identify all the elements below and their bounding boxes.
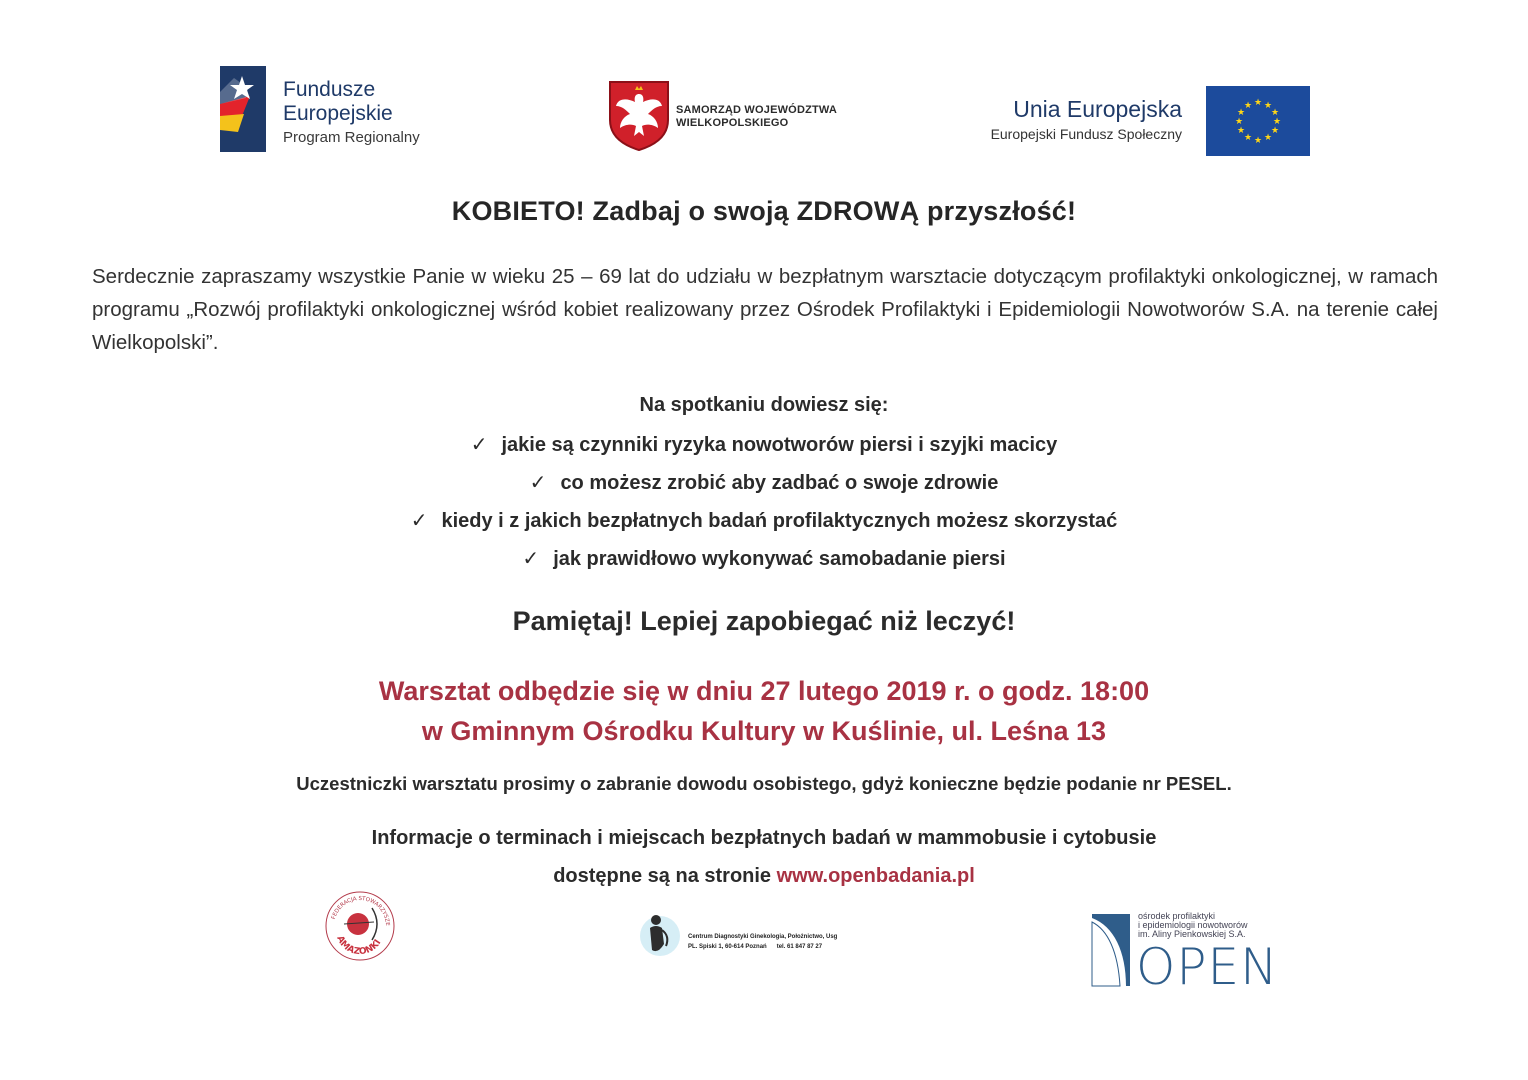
ue-line1: Unia Europejska bbox=[1013, 96, 1182, 122]
meeting-heading: Na spotkaniu dowiesz się: bbox=[639, 394, 889, 416]
unia-europejska-logo bbox=[960, 86, 1310, 158]
wlkp-line1: SAMORZĄD WOJEWÓDZTWA bbox=[676, 104, 838, 116]
remember-slogan: Pamiętaj! Lepiej zapobiegać niż leczyć! bbox=[512, 606, 1016, 636]
centrum-text bbox=[688, 932, 837, 952]
svg-text:★: ★ bbox=[1253, 98, 1263, 108]
open-line1: ośrodek profilaktyki bbox=[1138, 911, 1216, 921]
ue-line2: Europejski Fundusz Społeczny bbox=[990, 126, 1182, 142]
centrum-line1: Centrum Diagnostyki Ginekologia, Położnictwo, Usg bbox=[688, 934, 838, 940]
list-item-text: kiedy i z jakich bezpłatnych badań profilaktycznych możesz skorzystać bbox=[441, 510, 1118, 532]
amazonki-name: AMAZONKI bbox=[334, 934, 384, 958]
centrum-line2-row bbox=[688, 942, 837, 952]
page-title: KOBIETO! Zadbaj o swoją ZDROWĄ przyszłość! bbox=[451, 196, 1077, 226]
centrum-emblem-icon bbox=[636, 910, 684, 958]
event-location-line: w Gminnym Ośrodku Kultury w Kuślinie, ul. Leśna 13 bbox=[421, 716, 1107, 746]
list-item-text: jakie są czynniki ryzyka nowotworów piersi i szyjki macicy bbox=[501, 434, 1058, 456]
open-emblem-icon bbox=[1090, 912, 1134, 988]
open-line2: i epidemiologii nowotworów bbox=[1138, 920, 1248, 930]
intro-paragraph: Serdecznie zapraszamy wszystkie Panie w wieku 25 – 69 lat do udziału w bezpłatnym warsztacie dotyczącym profilaktyki onkologicznej, w ramach programu „Rozwój profilaktyki onkologicznej wśród kobiet realizowany przez Ośrodek Profilaktyki i Epidemiologii Nowotworów S.A. na terenie całej Wielkopolski”. bbox=[92, 265, 1438, 354]
svg-text:★: ★ bbox=[1270, 126, 1280, 136]
fundusze-europejskie-logo bbox=[220, 66, 460, 156]
fe-line3: Program Regionalny bbox=[283, 129, 420, 146]
list-item bbox=[0, 546, 1528, 571]
svg-text:★: ★ bbox=[1243, 101, 1253, 111]
open-small-text bbox=[1138, 912, 1248, 939]
eagle-shield-icon bbox=[608, 80, 670, 152]
svg-text:★: ★ bbox=[1243, 133, 1253, 143]
svg-text:★: ★ bbox=[1236, 126, 1246, 136]
list-item bbox=[0, 508, 1528, 533]
ue-text bbox=[991, 96, 1182, 143]
info-line: Informacje o terminach i miejscach bezpłatnych badań w mammobusie i cytobusie bbox=[371, 827, 1157, 849]
list-item bbox=[0, 470, 1528, 495]
open-name: OPEN bbox=[1136, 938, 1279, 996]
wlkp-line2: WIELKOPOLSKIEGO bbox=[676, 117, 789, 129]
check-icon: ✓ bbox=[529, 472, 547, 494]
fe-line2: Europejskie bbox=[283, 102, 393, 125]
svg-text:★: ★ bbox=[1253, 136, 1263, 146]
svg-text:★: ★ bbox=[1263, 101, 1273, 111]
info-prefix: dostępne są na stronie bbox=[553, 865, 777, 887]
wlkp-text bbox=[676, 104, 837, 130]
list-item-text: co możesz zrobić aby zadbać o swoje zdrowie bbox=[560, 472, 999, 494]
eu-flag-icon bbox=[1206, 86, 1310, 156]
centrum-phone: tel. 61 847 87 27 bbox=[776, 944, 823, 950]
event-date-line: Warsztat odbędzie się w dniu 27 lutego 2019 r. o godz. 18:00 bbox=[378, 676, 1150, 706]
check-icon: ✓ bbox=[522, 548, 540, 570]
svg-text:★: ★ bbox=[1236, 108, 1246, 118]
wielkopolska-logo bbox=[608, 80, 868, 154]
list-item bbox=[0, 432, 1528, 457]
svg-text:★: ★ bbox=[1270, 108, 1280, 118]
open-logo bbox=[1090, 908, 1290, 996]
svg-text:★: ★ bbox=[1272, 117, 1282, 127]
amazonki-emblem-icon bbox=[324, 890, 396, 962]
check-icon: ✓ bbox=[470, 434, 488, 456]
info-line-website bbox=[0, 865, 1528, 888]
svg-text:★: ★ bbox=[1263, 133, 1273, 143]
check-icon: ✓ bbox=[410, 510, 428, 532]
fe-flag-icon bbox=[220, 66, 266, 152]
fe-line1: Fundusze bbox=[283, 78, 376, 101]
svg-text:★: ★ bbox=[1234, 117, 1244, 127]
fe-text bbox=[283, 78, 420, 148]
website-link[interactable]: www.openbadania.pl bbox=[776, 865, 975, 887]
id-note: Uczestniczki warsztatu prosimy o zabranie dowodu osobistego, gdyż konieczne będzie podanie nr PESEL. bbox=[296, 773, 1232, 794]
amazonki-arc-text: FEDERACJA STOWARZYSZE bbox=[330, 895, 391, 927]
open-line3: im. Aliny Pienkowskiej S.A. bbox=[1138, 929, 1246, 939]
centrum-diagnostyki-logo bbox=[636, 910, 866, 966]
amazonki-logo bbox=[324, 890, 396, 962]
list-item-text: jak prawidłowo wykonywać samobadanie piersi bbox=[553, 548, 1006, 570]
centrum-address: PL. Spiski 1, 60-614 Poznań bbox=[688, 944, 767, 950]
